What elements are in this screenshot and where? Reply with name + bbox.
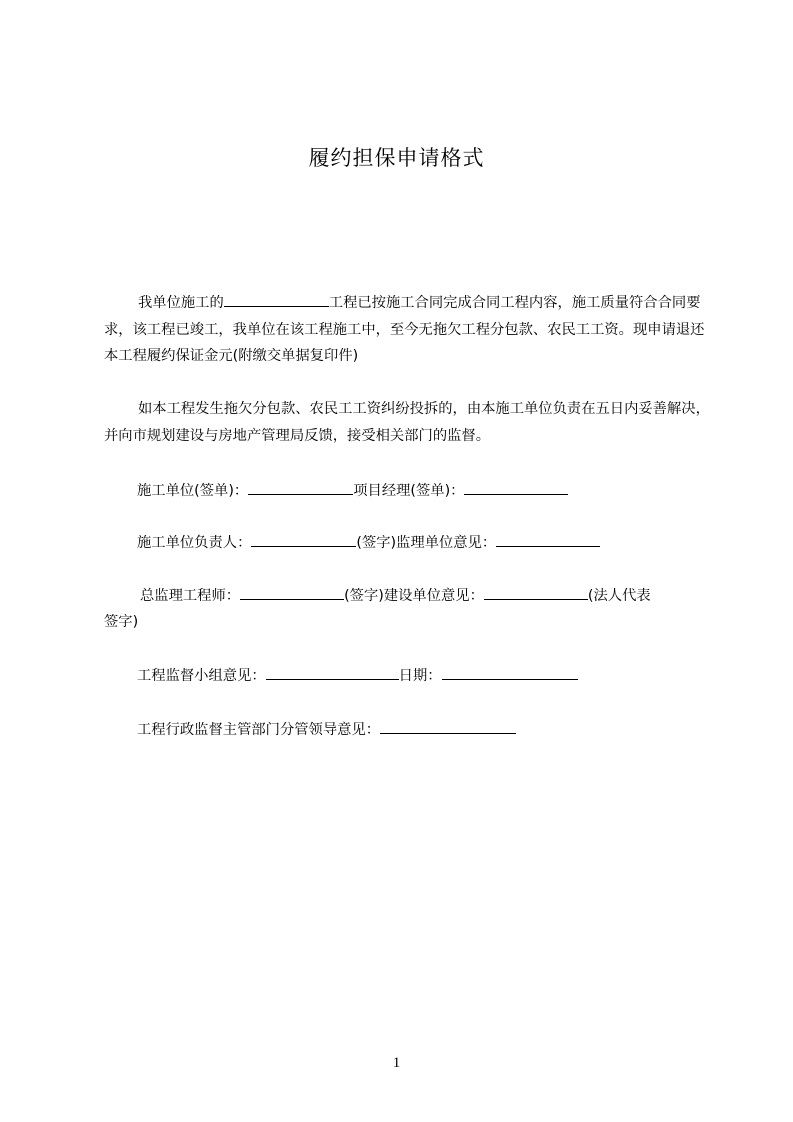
project-manager-label: 项目经理(签单)： xyxy=(353,483,465,499)
page-number: 1 xyxy=(392,1055,401,1071)
chief-supervisor-blank[interactable] xyxy=(240,585,344,600)
legal-rep-label: (法人代表 xyxy=(587,588,651,604)
project-name-blank[interactable] xyxy=(224,292,329,307)
signature-line-chief-supervisor xyxy=(140,585,651,605)
document-title: 履约担保申请格式 xyxy=(308,146,485,170)
chief-supervisor-label: 总监理工程师： xyxy=(140,588,241,604)
date-blank[interactable] xyxy=(442,665,578,680)
project-manager-blank[interactable] xyxy=(464,480,568,495)
contractor-head-label: 施工单位负责人： xyxy=(137,535,252,551)
supervisor-opinion-blank[interactable] xyxy=(496,532,600,547)
legal-rep-label-cont: 签字) xyxy=(104,614,139,630)
paragraph-request xyxy=(104,290,710,370)
builder-opinion-label: 建设单位意见： xyxy=(383,588,484,604)
supervisor-opinion-label: 监理单位意见： xyxy=(396,535,497,551)
sign-suffix: (签字) xyxy=(356,535,397,551)
contractor-head-blank[interactable] xyxy=(251,532,356,547)
group-opinion-label: 工程监督小组意见： xyxy=(137,668,266,684)
signature-line-oversight-group xyxy=(137,665,578,685)
admin-opinion-blank[interactable] xyxy=(380,719,516,734)
signature-line-contractor-head xyxy=(137,532,600,552)
group-opinion-blank[interactable] xyxy=(266,665,399,680)
paragraph-request-lead: 我单位施工的 xyxy=(138,295,224,311)
signature-line-legal-rep-cont xyxy=(104,611,138,631)
builder-opinion-blank[interactable] xyxy=(484,585,588,600)
sign-suffix: (签字) xyxy=(344,588,384,604)
admin-opinion-label: 工程行政监督主管部门分管领导意见： xyxy=(137,722,381,738)
signature-line-contractor xyxy=(137,480,568,500)
paragraph-commitment xyxy=(104,396,710,449)
paragraph-commitment-text: 如本工程发生拖欠分包款、农民工工资纠纷投拆的，由本施工单位负责在五日内妥善解决，并向市规划建设与房地产管理局反馈，接受相关部门的监督。 xyxy=(104,401,710,444)
contractor-sign-label: 施工单位(签单)： xyxy=(137,483,249,499)
date-label: 日期： xyxy=(398,668,442,684)
paragraph-request-body: 工程已按施工合同完成合同工程内容，施工质量符合合同要求，该工程已竣工，我单位在该工程施工中，至今无拖欠工程分包款、农民工工资。现申请退还本工程履约保证金元(附缴交单据复印件) xyxy=(104,295,705,364)
signature-line-admin xyxy=(137,719,516,739)
contractor-sign-blank[interactable] xyxy=(248,480,353,495)
